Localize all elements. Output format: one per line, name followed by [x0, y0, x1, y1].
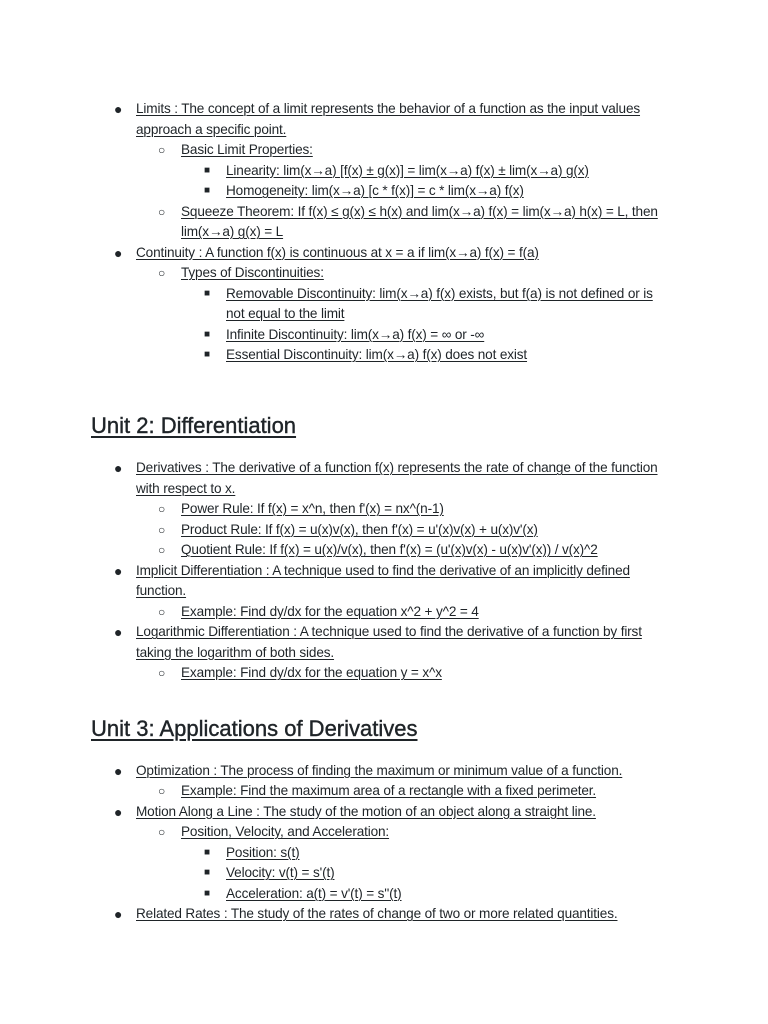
list-item-derivatives [114, 458, 672, 499]
link-motion-along-a-line[interactable]: Motion Along a Line : The study of the motion of an object along a straight line. [136, 803, 596, 819]
bullet-square-icon: ■ [204, 328, 210, 340]
bullet-disc-icon: ● [114, 762, 123, 779]
link-homogeneity[interactable]: Homogeneity: lim(x→a) [c * f(x)] = c * lim(x→a) f(x) [226, 183, 524, 198]
list-item-logarithmic-example [158, 663, 671, 684]
list-item-optimization [114, 761, 672, 782]
list-item-limits [114, 99, 672, 140]
bullet-disc-icon: ● [114, 562, 123, 579]
link-implicit-differentiation[interactable]: Implicit Differentiation : A technique used to find the derivative of an implicitly defined function. [136, 562, 630, 598]
bullet-disc-icon: ● [114, 906, 123, 922]
link-basic-limit-properties[interactable]: Basic Limit Properties: [181, 142, 313, 157]
bullet-circle-icon: ○ [158, 825, 166, 839]
bullet-disc-icon: ● [114, 101, 123, 117]
link-acceleration[interactable]: Acceleration: a(t) = v'(t) = s''(t) [226, 885, 402, 901]
list-item-essential-discontinuity [204, 345, 670, 366]
list-item-quotient-rule [158, 540, 671, 561]
link-infinite-discontinuity[interactable]: Infinite Discontinuity: lim(x→a) f(x) = ∞ or -∞ [226, 326, 485, 342]
link-derivatives[interactable]: Derivatives : The derivative of a function f(x) represents the rate of change of the function with respect to x. [136, 460, 658, 496]
link-linearity[interactable]: Linearity: lim(x→a) [f(x) ± g(x)] = lim(x→a) f(x) ± lim(x→a) g(x) [226, 162, 589, 178]
link-logarithmic-differentiation[interactable]: Logarithmic Differentiation : A technique used to find the derivative of a function by first taking the logarithm of both sides. [136, 624, 642, 660]
link-optimization-example[interactable]: Example: Find the maximum area of a rectangle with a fixed perimeter. [181, 783, 597, 798]
bullet-circle-icon: ○ [158, 784, 166, 798]
list-item-related-rates [114, 904, 672, 925]
link-limits[interactable]: Limits : The concept of a limit represents the behavior of a function as the input values approach a specific point. [136, 101, 641, 137]
bullet-square-icon: ■ [204, 349, 210, 360]
bullet-square-icon: ■ [204, 887, 210, 899]
bullet-disc-icon: ● [114, 460, 123, 476]
list-item-removable-discontinuity [204, 284, 670, 325]
list-item-logarithmic-differentiation [114, 622, 672, 663]
link-squeeze-theorem[interactable]: Squeeze Theorem: If f(x) ≤ g(x) ≤ h(x) and lim(x→a) f(x) = lim(x→a) h(x) = L, then lim(x→a) g(x) = L [181, 203, 658, 239]
list-item-acceleration [204, 884, 670, 905]
list-item-implicit-differentiation [114, 561, 672, 602]
list-item-implicit-example [158, 602, 671, 623]
bullet-circle-icon: ○ [158, 204, 166, 219]
list-item-power-rule [158, 499, 671, 520]
list-item-homogeneity [204, 181, 670, 202]
link-related-rates[interactable]: Related Rates : The study of the rates of change of two or more related quantities. [136, 906, 618, 921]
list-item-types-of-discontinuities [158, 263, 671, 284]
list-item-basic-limit-properties [158, 140, 671, 161]
link-removable-discontinuity[interactable]: Removable Discontinuity: lim(x→a) f(x) exists, but f(a) is not defined or is not equal to the limit [226, 285, 653, 321]
unit-2-heading-text: Unit 2: Differentiation [91, 413, 297, 438]
link-optimization[interactable]: Optimization : The process of finding the maximum or minimum value of a function. [136, 762, 623, 778]
unit-2-heading [91, 412, 296, 440]
list-item-position [204, 843, 670, 864]
link-quotient-rule[interactable]: Quotient Rule: If f(x) = u(x)/v(x), then f'(x) = (u'(x)v(x) - u(x)v'(x)) / v(x)^2 [181, 542, 598, 557]
link-types-of-discontinuities[interactable]: Types of Discontinuities: [181, 265, 324, 280]
bullet-disc-icon: ● [114, 624, 123, 640]
bullet-square-icon: ■ [204, 164, 210, 176]
bullet-circle-icon: ○ [158, 502, 166, 516]
list-item-linearity [204, 161, 670, 182]
bullet-circle-icon: ○ [158, 543, 166, 557]
list-item-product-rule [158, 520, 671, 541]
bullet-square-icon: ■ [204, 287, 210, 299]
link-logarithmic-example[interactable]: Example: Find dy/dx for the equation y = x^x [181, 665, 442, 680]
link-position[interactable]: Position: s(t) [226, 844, 300, 860]
bullet-disc-icon: ● [114, 244, 123, 261]
bullet-disc-icon: ● [114, 803, 123, 820]
list-item-position-velocity-acceleration [158, 822, 671, 843]
bullet-circle-icon: ○ [158, 266, 166, 280]
link-position-velocity-acceleration[interactable]: Position, Velocity, and Acceleration: [181, 824, 390, 839]
list-item-optimization-example [158, 781, 671, 802]
link-velocity[interactable]: Velocity: v(t) = s'(t) [226, 865, 335, 880]
bullet-square-icon: ■ [204, 185, 210, 196]
bullet-circle-icon: ○ [158, 522, 166, 537]
list-item-motion-along-a-line [114, 802, 672, 823]
unit-3-heading-text: Unit 3: Applications of Derivatives [91, 716, 418, 741]
bullet-circle-icon: ○ [158, 143, 166, 157]
bullet-circle-icon: ○ [158, 604, 166, 619]
link-product-rule[interactable]: Product Rule: If f(x) = u(x)v(x), then f'(x) = u'(x)v(x) + u(x)v'(x) [181, 521, 538, 537]
bullet-square-icon: ■ [204, 867, 210, 878]
link-power-rule[interactable]: Power Rule: If f(x) = x^n, then f'(x) = nx^(n-1) [181, 501, 444, 516]
list-item-squeeze-theorem [158, 202, 671, 243]
link-continuity[interactable]: Continuity : A function f(x) is continuous at x = a if lim(x→a) f(x) = f(a) [136, 244, 539, 260]
link-essential-discontinuity[interactable]: Essential Discontinuity: lim(x→a) f(x) does not exist [226, 347, 528, 362]
bullet-circle-icon: ○ [158, 666, 166, 680]
list-item-velocity [204, 863, 670, 884]
link-implicit-example[interactable]: Example: Find dy/dx for the equation x^2 + y^2 = 4 [181, 603, 479, 619]
unit-3-heading [91, 715, 418, 743]
list-item-continuity [114, 243, 672, 264]
list-item-infinite-discontinuity [204, 325, 670, 346]
bullet-square-icon: ■ [204, 846, 210, 858]
